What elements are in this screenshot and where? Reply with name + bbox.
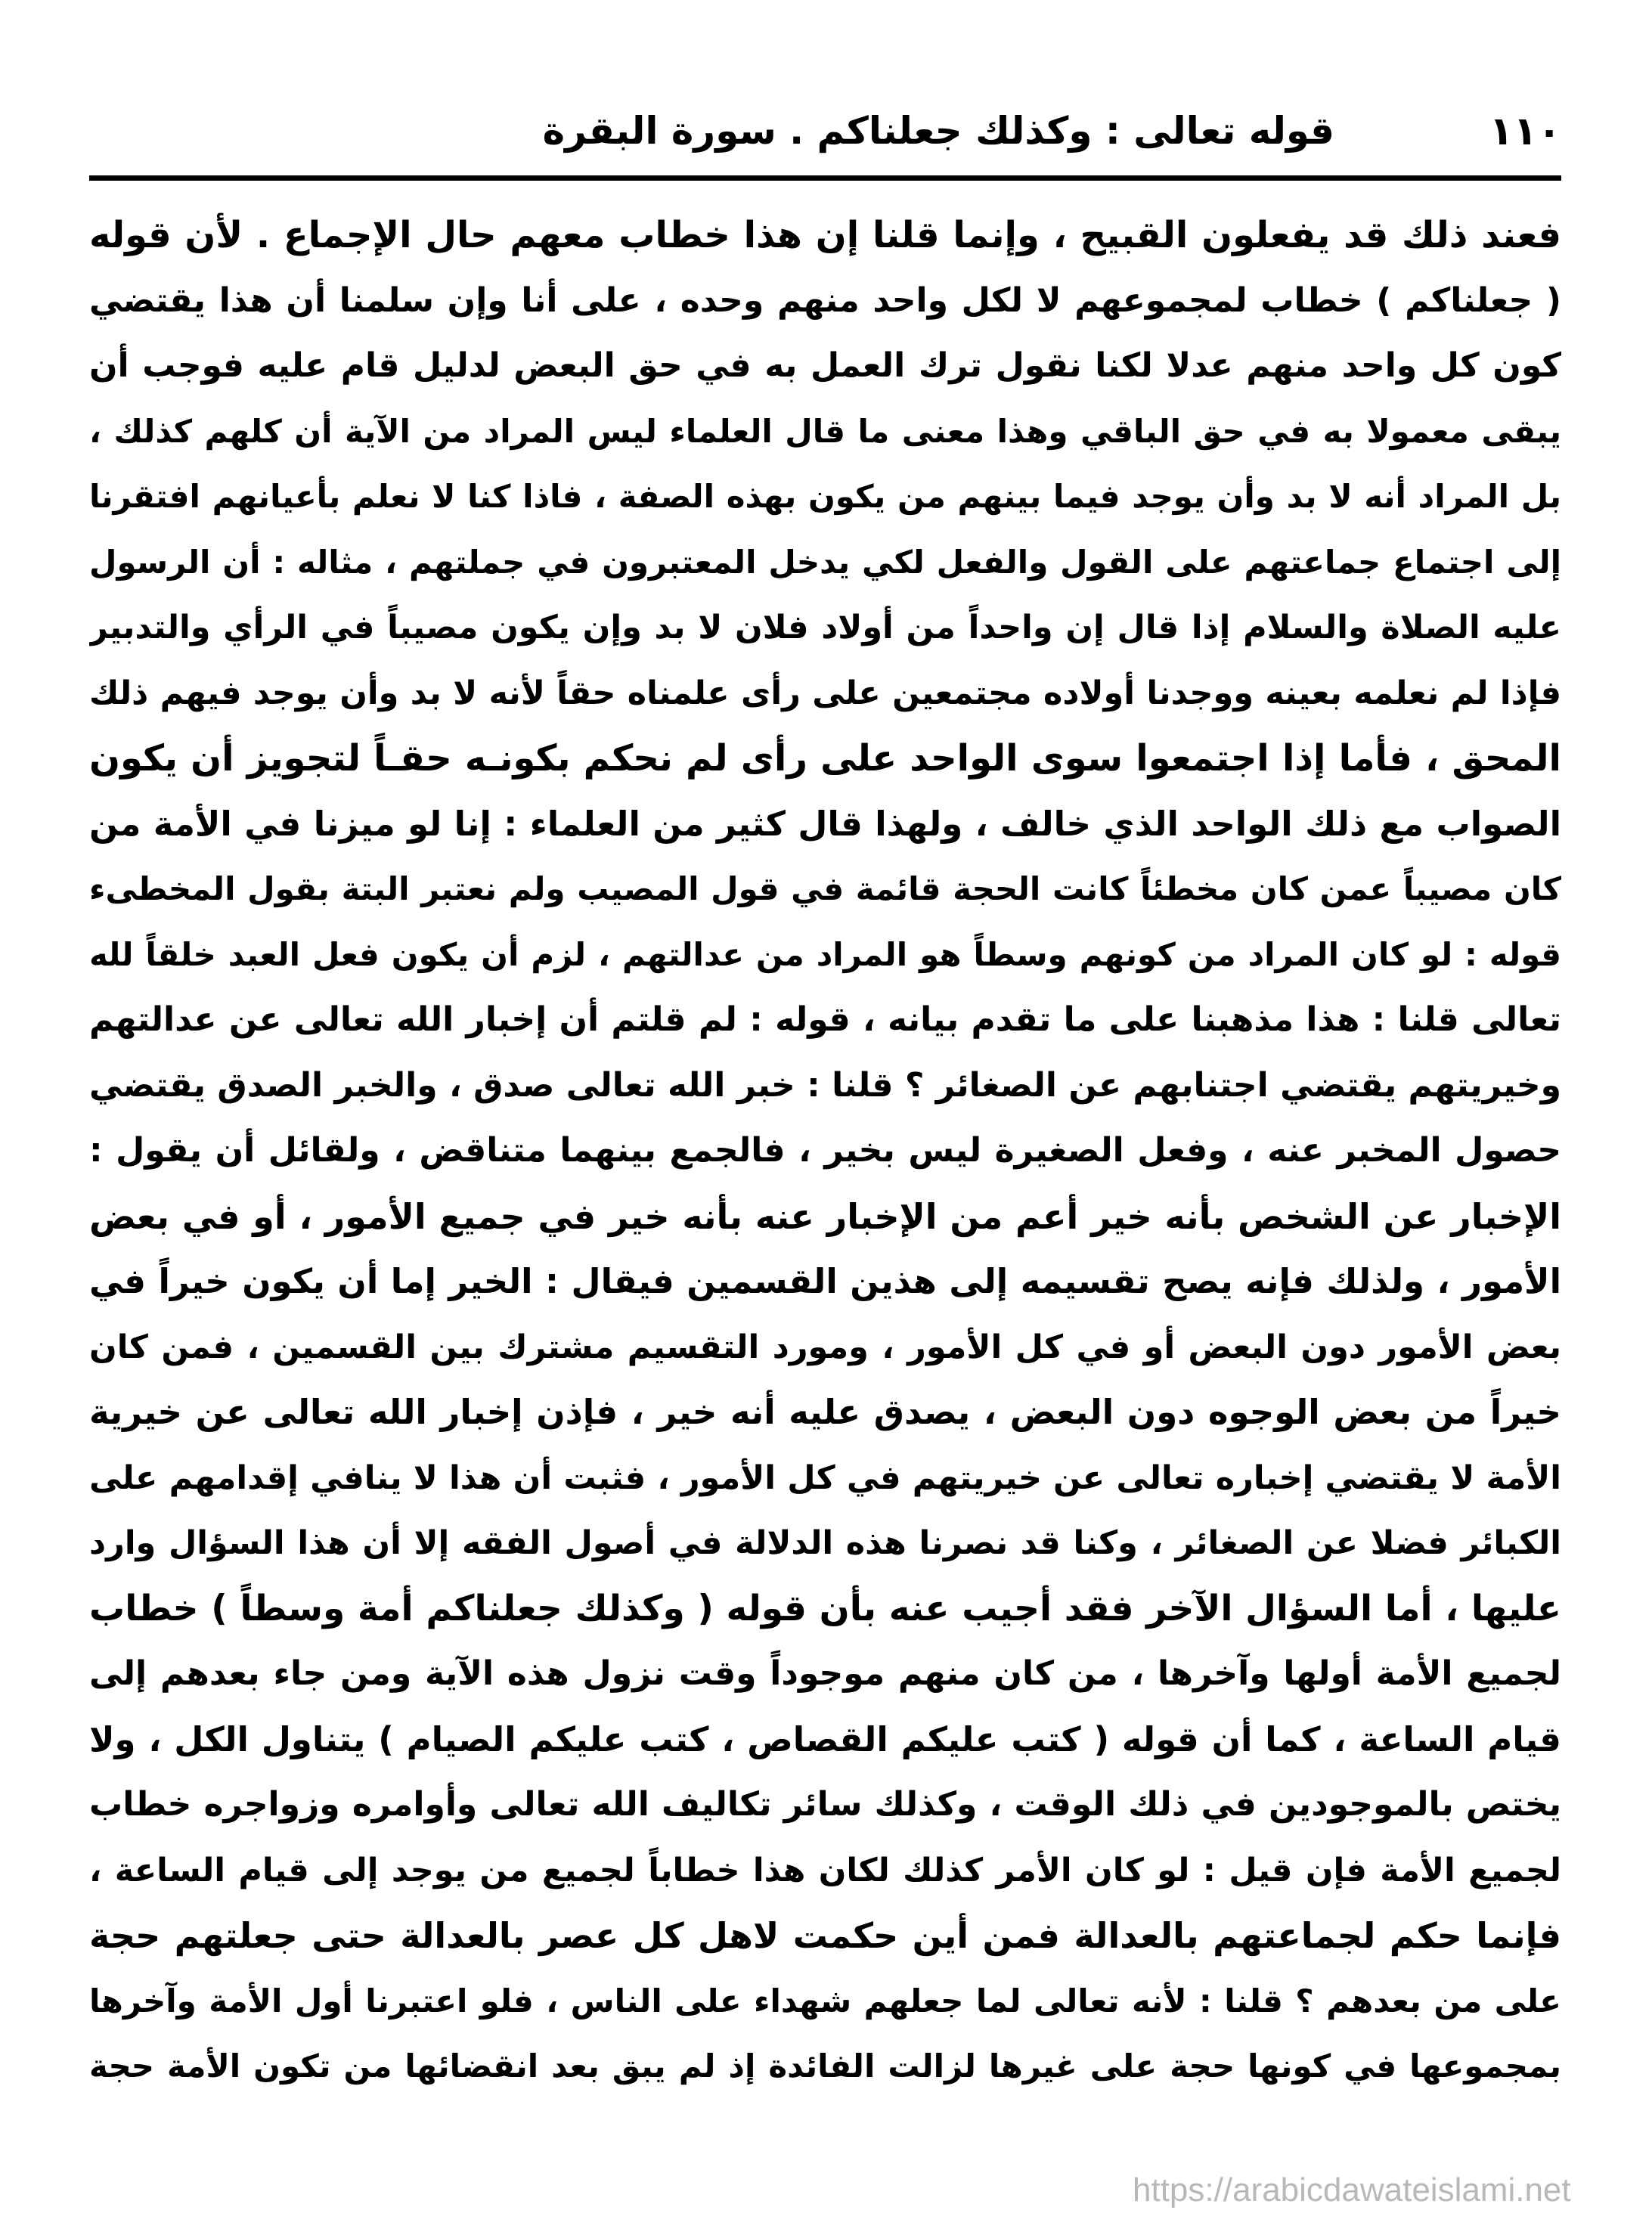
- text-line: بمجموعها في كونها حجة على غيرها لزالت الفائدة إذ لم يبق بعد انقضائها من تكون الأمة حجة: [89, 2047, 1561, 2085]
- text-line: لجميع الأمة أولها وآخرها ، من كان منهم موجوداً وقت نزول هذه الآية ومن جاء بعدهم إلى: [89, 1654, 1561, 1693]
- text-line: بل المراد أنه لا بد وأن يوجد فيما بينهم من يكون بهذه الصفة ، فاذا كنا لا نعلم بأعيانهم افتقرنا: [89, 478, 1561, 515]
- page-header: [91, 106, 1561, 166]
- text-line: إلى اجتماع جماعتهم على القول والفعل لكي يدخل المعتبرون في جملتهم ، مثاله : أن الرسول: [89, 543, 1561, 581]
- text-line: الأمور ، ولذلك فإنه يصح تقسيمه إلى هذين القسمين فيقال : الخير إما أن يكون خيراً في: [89, 1261, 1561, 1301]
- header-rule: [89, 175, 1561, 181]
- text-line: حصول المخبر عنه ، وفعل الصغيرة ليس بخير ، فالجمع بينهما متناقض ، ولقائل أن يقول :: [89, 1131, 1561, 1170]
- body-text: [89, 203, 1561, 2100]
- text-line: الإخبار عن الشخص بأنه خير أعم من الإخبار عنه بأنه خير في جميع الأمور ، أو في بعض: [89, 1195, 1561, 1237]
- text-line: قيام الساعة ، كما أن قوله ( كتب عليكم القصاص ، كتب عليكم الصيام ) يتناول الكل ، ولا: [89, 1719, 1561, 1759]
- text-line: قوله : لو كان المراد من كونهم وسطاً هو المراد من عدالتهم ، لزم أن يكون فعل العبد خلقاً لله: [89, 935, 1561, 973]
- text-line: فإنما حكم لجماعتهم بالعدالة فمن أين حكمت لاهل كل عصر بالعدالة حتى جعلتهم حجة: [89, 1915, 1561, 1956]
- text-line: على من بعدهم ؟ قلنا : لأنه تعالى لما جعلهم شهداء على الناس ، فلو اعتبرنا أول الأمة وآخرها: [89, 1982, 1561, 2019]
- text-line: ( جعلناكم ) خطاب لمجموعهم لا لكل واحد منهم وحده ، على أنا وإن سلمنا أن هذا يقتضي: [89, 281, 1561, 320]
- text-line: كان مصيباً عمن كان مخطئاً كانت الحجة قائمة في قول المصيب ولم نعتبر البتة بقول المخطىء: [89, 870, 1561, 907]
- text-line: بعض الأمور دون البعض أو في كل الأمور ، ومورد التقسيم مشترك بين القسمين ، فمن كان: [89, 1328, 1561, 1366]
- text-line: وخيريتهم يقتضي اجتنابهم عن الصغائر ؟ قلنا : خبر الله تعالى صدق ، والخبر الصدق يقتضي: [89, 1065, 1561, 1105]
- text-line: يختص بالموجودين في ذلك الوقت ، وكذلك سائر تكاليف الله تعالى وأوامره وزواجره خطاب: [89, 1785, 1561, 1824]
- text-line: لجميع الأمة فإن قيل : لو كان الأمر كذلك لكان هذا خطاباً لجميع من يوجد إلى قيام الساعة ،: [89, 1851, 1561, 1889]
- text-line: عليها ، أما السؤال الآخر فقد أجيب عنه بأن قوله ( وكذلك جعلناكم أمة وسطاً ) خطاب: [89, 1587, 1561, 1629]
- text-line: كون كل واحد منهم عدلا لكنا نقول ترك العمل به في حق البعض لدليل قام عليه فوجب أن: [89, 346, 1561, 385]
- text-line: عليه الصلاة والسلام إذا قال إن واحداً من أولاد فلان لا بد وإن يكون مصيباً في الرأي والتدبير: [89, 609, 1561, 646]
- watermark-url: https://arabicdawateislami.net: [1133, 2171, 1571, 2209]
- text-line: خيراً من بعض الوجوه دون البعض ، يصدق عليه أنه خير ، فإذن إخبار الله تعالى عن خيرية: [89, 1392, 1561, 1432]
- text-line: فعند ذلك قد يفعلون القبيح ، وإنما قلنا إن هذا خطاب معهم حال الإجماع . لأن قوله: [89, 214, 1561, 256]
- page-number: ١١٠: [1489, 109, 1561, 154]
- text-line: الكبائر فضلا عن الصغائر ، وكنا قد نصرنا هذه الدلالة في أصول الفقه إلا أن هذا السؤال وارد: [89, 1524, 1561, 1562]
- text-line: المحق ، فأما إذا اجتمعوا سوى الواحد على رأى لم نحكم بكونـه حقـاً لتجويز أن يكون: [89, 737, 1561, 780]
- text-line: الأمة لا يقتضي إخباره تعالى عن خيريتهم في كل الأمور ، فثبت أن هذا لا ينافي إقدامهم على: [89, 1458, 1561, 1497]
- running-title: قوله تعالى : وكذلك جعلناكم . سورة البقرة: [542, 109, 1334, 153]
- text-line: الصواب مع ذلك الواحد الذي خالف ، ولهذا قال كثير من العلماء : إنا لو ميزنا في الأمة من: [89, 803, 1561, 844]
- text-line: تعالى قلنا : هذا مذهبنا على ما تقدم بيانه ، قوله : لم قلتم أن إخبار الله تعالى عن عدالتهم: [89, 1000, 1561, 1039]
- text-line: فإذا لم نعلمه بعينه ووجدنا أولاده مجتمعين على رأى علمناه حقاً لأنه لا بد وأن يوجد فيهم ذلك: [89, 674, 1561, 712]
- text-line: يبقى معمولا به في حق الباقي وهذا معنى ما قال العلماء ليس المراد من الآية أن كلهم كذلك ،: [89, 412, 1561, 450]
